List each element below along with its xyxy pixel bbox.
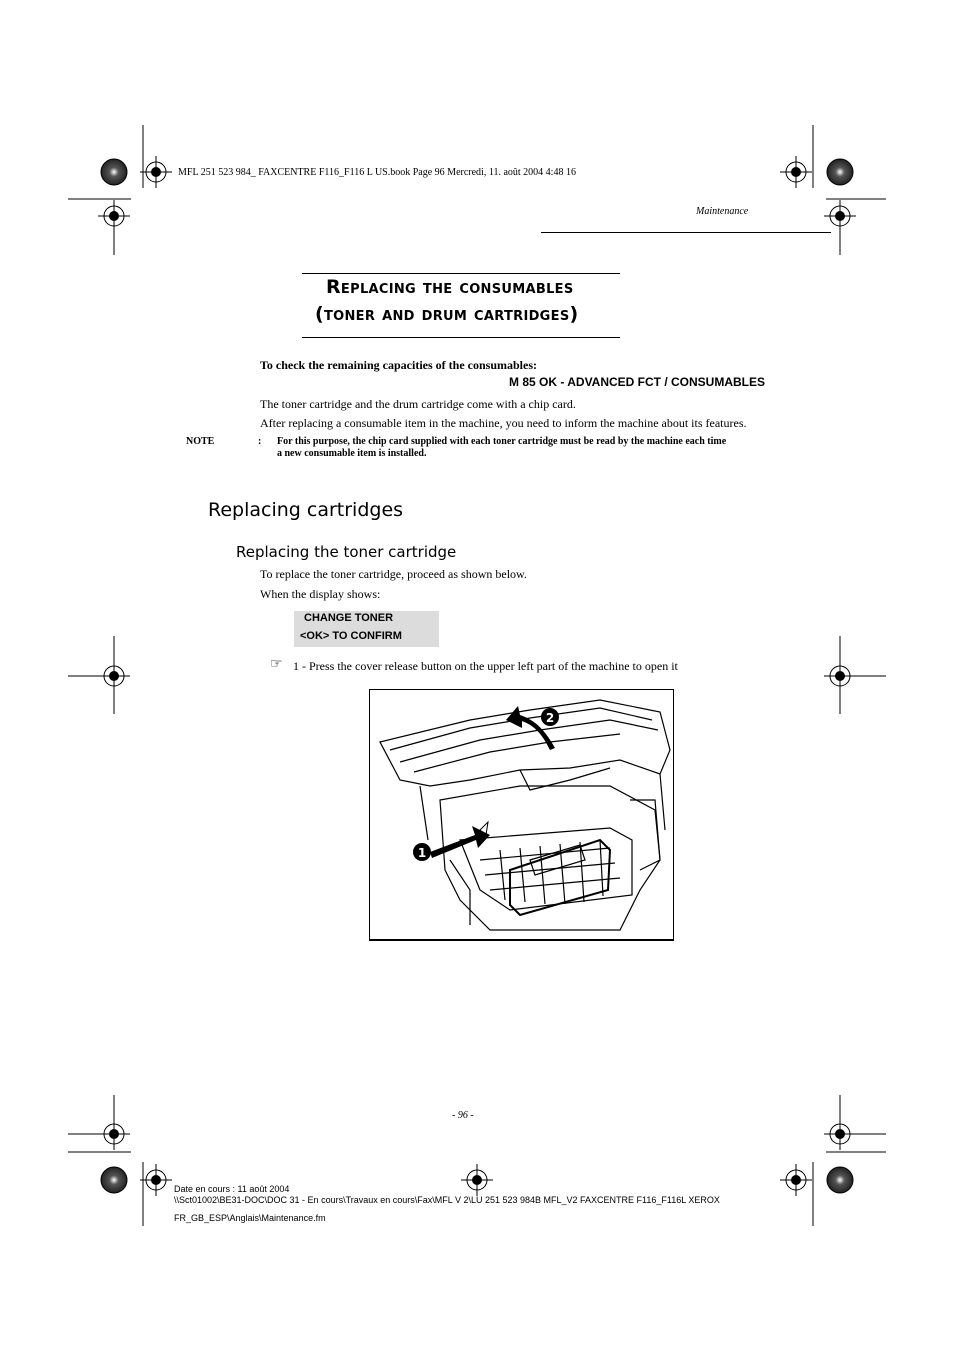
intro-paragraph-1: The toner cartridge and the drum cartridge come with a chip card. — [260, 397, 576, 411]
footer-path-2: FR_GB_ESP\Anglais\Maintenance.fm — [174, 1213, 326, 1223]
lcd-line-2: <OK> TO CONFIRM — [300, 630, 402, 642]
section-heading: Replacing cartridges — [208, 499, 404, 521]
note-label: NOTE — [186, 436, 215, 447]
pointing-hand-icon: ☞ — [270, 656, 283, 672]
subsection-heading: Replacing the toner cartridge — [236, 543, 457, 561]
section-paragraph-2: When the display shows: — [260, 587, 381, 601]
note-text-line1: For this purpose, the chip card supplied with each toner cartridge must be read by the machine each time — [277, 436, 727, 447]
lcd-display — [294, 611, 439, 647]
step-1-text: 1 - Press the cover release button on the upper left part of the machine to open it — [293, 659, 678, 673]
section-paragraph-1: To replace the toner cartridge, proceed as shown below. — [260, 567, 527, 581]
header-rule — [541, 232, 831, 233]
title-rule-top — [302, 273, 620, 274]
menu-path: M 85 OK - ADVANCED FCT / CONSUMABLES — [509, 375, 766, 389]
printer-drawing — [370, 690, 673, 939]
intro-paragraph-2: After replacing a consumable item in the machine, you need to inform the machine about its features. — [260, 416, 747, 430]
page-number: - 96 - — [452, 1110, 474, 1121]
footer-path-1: \\Sct01002\BE31-DOC\DOC 31 - En cours\Travaux en cours\Fax\MFL V 2\LU 251 523 984B MFL_V2 FAXCENTRE F116_F116L XEROX — [174, 1195, 720, 1205]
running-header: Maintenance — [696, 206, 749, 217]
page-title-line1: Replacing the consumables — [326, 276, 574, 298]
page-title-line2: (toner and drum cartridges) — [315, 303, 579, 325]
book-info: MFL 251 523 984_ FAXCENTRE F116_F116 L US.book Page 96 Mercredi, 11. août 2004 4:48 16 — [178, 167, 576, 178]
lcd-line-1: CHANGE TONER — [304, 612, 394, 624]
note-colon: : — [258, 436, 262, 447]
check-label: To check the remaining capacities of the consumables: — [260, 358, 537, 372]
title-rule-bottom — [302, 337, 620, 338]
note-text-line2: a new consumable item is installed. — [277, 448, 427, 459]
callout-2: 2 — [545, 711, 555, 725]
footer-date: Date en cours : 11 août 2004 — [174, 1184, 290, 1194]
printer-illustration — [369, 689, 674, 941]
callout-1: 1 — [417, 846, 427, 860]
